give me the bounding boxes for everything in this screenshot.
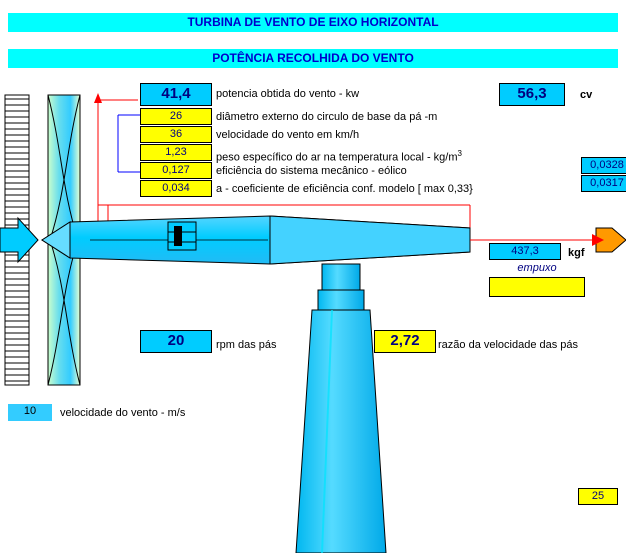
tip-speed-ratio-label: razão da velocidade das pás (438, 339, 579, 351)
coefficient-alt-value[interactable]: 0,0317 (581, 175, 626, 192)
rpm-label: rpm das pás (216, 339, 277, 351)
wind-speed-ms-value[interactable]: 10 (8, 404, 52, 421)
page-title: TURBINA DE VENTO DE EIXO HORIZONTAL (8, 13, 618, 32)
power-output-label: potencia obtida do vento - kw (216, 88, 360, 100)
tower-icon (296, 264, 386, 553)
wind-speed-kmh-value[interactable]: 36 (140, 126, 212, 143)
thrust-caption: empuxo (517, 262, 557, 274)
wind-speed-kmh-label: velocidade do vento em km/h (216, 129, 360, 141)
rotor-diameter-label: diâmetro externo do circulo de base da pá -m (216, 111, 438, 123)
rotor-diameter-value[interactable]: 26 (140, 108, 212, 125)
air-density-exponent: 3 (457, 149, 462, 158)
mechanical-efficiency-value[interactable]: 0,127 (140, 162, 212, 179)
tip-speed-ratio-value[interactable]: 2,72 (374, 330, 436, 353)
thrust-value[interactable]: 437,3 (489, 243, 561, 260)
air-density-value[interactable]: 1,23 (140, 144, 212, 161)
efficiency-alt-value[interactable]: 0,0328 (581, 157, 626, 174)
thrust-unit: kgf (568, 247, 585, 259)
efficiency-coefficient-label: a - coeficiente de eficiência conf. modelo [ max 0,33} (216, 183, 473, 195)
thrust-blank-cell[interactable] (489, 277, 585, 297)
air-density-text: peso específico do ar na temperatura local - kg/m (216, 151, 458, 164)
page-subtitle: POTÊNCIA RECOLHIDA DO VENTO (8, 49, 618, 68)
power-cv-unit: cv (580, 89, 593, 101)
air-density-label (216, 146, 462, 166)
nacelle (42, 216, 470, 264)
generator-detail (168, 222, 196, 250)
footer-count-value[interactable]: 25 (578, 488, 618, 505)
blue-connector-line (118, 115, 140, 172)
efficiency-coefficient-value[interactable]: 0,034 (140, 180, 212, 197)
rpm-value[interactable]: 20 (140, 330, 212, 353)
mechanical-efficiency-label: eficiência do sistema mecânico - eólico (216, 165, 407, 177)
wind-speed-ms-label: velocidade do vento - m/s (60, 407, 186, 419)
power-cv-value[interactable]: 56,3 (499, 83, 565, 106)
power-output-value[interactable]: 41,4 (140, 83, 212, 106)
